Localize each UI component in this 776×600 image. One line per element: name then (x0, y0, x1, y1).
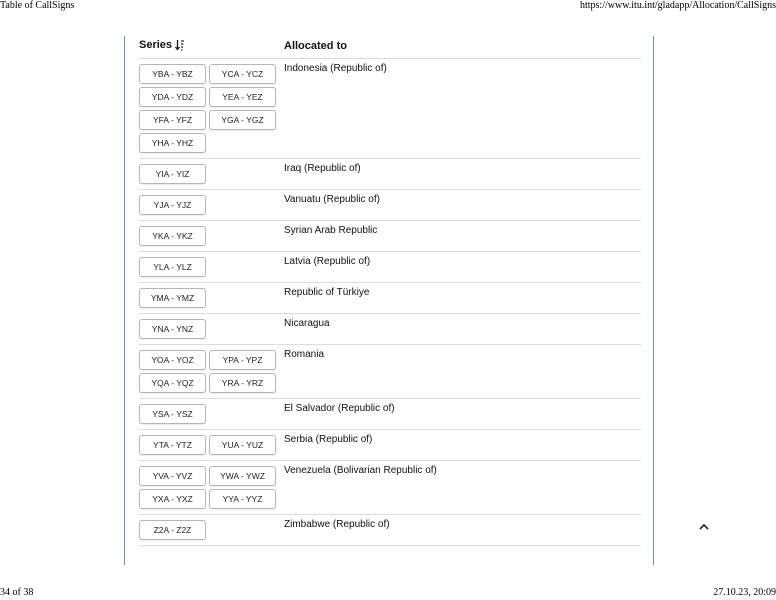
series-chip[interactable]: YMA - YMZ (139, 288, 206, 308)
series-chip[interactable]: YDA - YDZ (139, 87, 206, 107)
table-row (139, 59, 641, 159)
series-cell (139, 226, 279, 246)
allocated-country: Syrian Arab Republic (284, 225, 378, 236)
series-chip[interactable]: YYA - YYZ (209, 489, 276, 509)
series-chip[interactable]: YFA - YFZ (139, 110, 206, 130)
series-chip[interactable]: YHA - YHZ (139, 133, 206, 153)
allocated-country: Vanuatu (Republic of) (284, 194, 380, 205)
table-row (139, 399, 641, 430)
table-row (139, 221, 641, 252)
series-chip[interactable]: YCA - YCZ (209, 64, 276, 84)
series-chip[interactable]: YKA - YKZ (139, 226, 206, 246)
allocated-country: Romania (284, 349, 325, 360)
table-container (124, 36, 654, 565)
series-cell (139, 520, 279, 540)
series-cell (139, 404, 279, 424)
allocated-country: Zimbabwe (Republic of) (284, 519, 390, 530)
table-body (139, 59, 641, 546)
series-cell (139, 288, 279, 308)
table-row (139, 430, 641, 461)
table-header (139, 36, 641, 59)
series-cell (139, 164, 279, 184)
table-row (139, 345, 641, 399)
allocated-country: Serbia (Republic of) (284, 434, 373, 445)
sort-icon[interactable] (175, 39, 185, 51)
series-cell (139, 257, 279, 277)
table-row (139, 461, 641, 515)
allocated-country: Iraq (Republic of) (284, 163, 361, 174)
allocated-country: Latvia (Republic of) (284, 256, 371, 267)
series-cell (139, 435, 279, 455)
table-row (139, 252, 641, 283)
table-row (139, 283, 641, 314)
print-footer-timestamp: 27.10.23, 20:09 (713, 587, 776, 598)
series-chip[interactable]: YLA - YLZ (139, 257, 206, 277)
series-chip[interactable]: YIA - YIZ (139, 164, 206, 184)
table-row (139, 314, 641, 345)
table-row (139, 190, 641, 221)
series-chip[interactable]: YOA - YOZ (139, 350, 206, 370)
series-cell (139, 466, 279, 509)
series-cell (139, 64, 279, 153)
series-chip[interactable]: YUA - YUZ (209, 435, 276, 455)
series-chip[interactable]: YVA - YVZ (139, 466, 206, 486)
series-chip[interactable]: YXA - YXZ (139, 489, 206, 509)
table-row (139, 515, 641, 546)
series-chip[interactable]: YNA - YNZ (139, 319, 206, 339)
print-header-title: Table of CallSigns (0, 0, 75, 11)
series-chip[interactable]: YJA - YJZ (139, 195, 206, 215)
series-chip[interactable]: YGA - YGZ (209, 110, 276, 130)
allocated-country: El Salvador (Republic of) (284, 403, 395, 414)
series-cell (139, 350, 279, 393)
series-cell (139, 195, 279, 215)
series-chip[interactable]: YBA - YBZ (139, 64, 206, 84)
print-footer-page: 34 of 38 (0, 587, 34, 598)
series-chip[interactable]: YTA - YTZ (139, 435, 206, 455)
allocated-column-header: Allocated to (284, 40, 347, 52)
chevron-up-icon[interactable] (697, 520, 711, 534)
series-chip[interactable]: YRA - YRZ (209, 373, 276, 393)
series-header-label: Series (139, 39, 173, 51)
series-chip[interactable]: YPA - YPZ (209, 350, 276, 370)
series-chip[interactable]: YSA - YSZ (139, 404, 206, 424)
series-chip[interactable]: YQA - YQZ (139, 373, 206, 393)
allocated-country: Republic of Türkiye (284, 287, 370, 298)
print-header-url: https://www.itu.int/gladapp/Allocation/CallSigns (579, 0, 776, 11)
series-chip[interactable]: Z2A - Z2Z (139, 520, 206, 540)
series-chip[interactable]: YEA - YEZ (209, 87, 276, 107)
series-chip[interactable]: YWA - YWZ (209, 466, 276, 486)
series-column-header[interactable] (139, 39, 185, 51)
allocated-country: Venezuela (Bolivarian Republic of) (284, 465, 437, 476)
allocated-country: Indonesia (Republic of) (284, 63, 387, 74)
series-cell (139, 319, 279, 339)
table-row (139, 159, 641, 190)
allocated-country: Nicaragua (284, 318, 330, 329)
